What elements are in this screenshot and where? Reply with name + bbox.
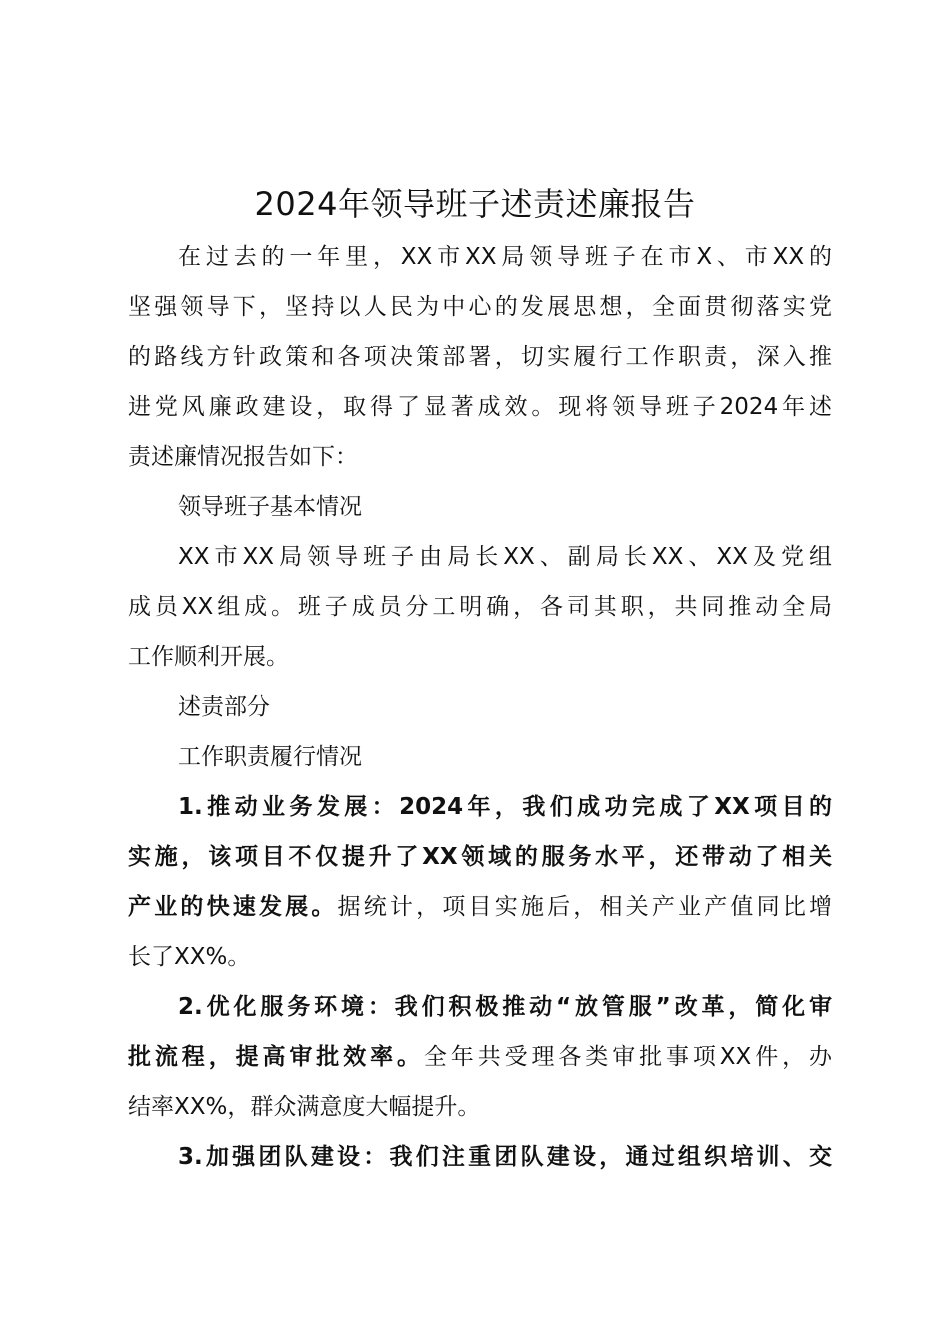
- text-run: 长了XX%。: [128, 944, 251, 970]
- text-line: [128, 482, 832, 532]
- text-run: 全年共受理各类审批事项XX件，办: [423, 1044, 833, 1070]
- text-run: 述责部分: [178, 694, 270, 720]
- text-line: [128, 582, 832, 632]
- text-line: [128, 882, 832, 932]
- text-line: [128, 932, 832, 982]
- text-run: 的路线方针政策和各项决策部署，切实履行工作职责，深入推: [128, 344, 832, 370]
- bold-text-run: 产业的快速发展。: [128, 894, 338, 920]
- bold-text-run: 实施，该项目不仅提升了XX领域的服务水平，还带动了相关: [128, 844, 832, 870]
- text-run: XX市XX局领导班子由局长XX、副局长XX、XX及党组: [178, 544, 832, 570]
- text-line: [128, 682, 832, 732]
- bold-text-run: 2.优化服务环境：我们积极推动“放管服”改革，简化审: [178, 994, 832, 1020]
- text-run: 工作职责履行情况: [178, 744, 362, 770]
- text-line: [128, 232, 832, 282]
- text-line: [128, 832, 832, 882]
- text-line: [128, 532, 832, 582]
- text-line: [128, 432, 832, 482]
- text-run: 坚强领导下，坚持以人民为中心的发展思想，全面贯彻落实党: [128, 294, 832, 320]
- text-line: [128, 382, 832, 432]
- text-run: 在过去的一年里，XX市XX局领导班子在市X、市XX的: [178, 244, 832, 270]
- text-run: 进党风廉政建设，取得了显著成效。现将领导班子2024年述: [128, 394, 832, 420]
- text-run: 成员XX组成。班子成员分工明确，各司其职，共同推动全局: [128, 594, 832, 620]
- bold-text-run: 3.加强团队建设：我们注重团队建设，通过组织培训、交: [178, 1144, 832, 1170]
- text-line: [128, 732, 832, 782]
- text-line: [128, 282, 832, 332]
- text-line: [128, 982, 832, 1032]
- text-run: 结率XX%，群众满意度大幅提升。: [128, 1094, 481, 1120]
- document-title: 2024年领导班子述责述廉报告: [254, 185, 696, 223]
- text-run: 责述廉情况报告如下：: [128, 444, 358, 470]
- text-run: 据统计，项目实施后，相关产业产值同比增: [337, 894, 833, 920]
- text-run: 工作顺利开展。: [128, 644, 289, 670]
- text-line: [128, 1082, 832, 1132]
- document-body: [128, 232, 832, 1182]
- text-line: [128, 1132, 832, 1182]
- text-line: [128, 332, 832, 382]
- bold-text-run: 1.推动业务发展：2024年，我们成功完成了XX项目的: [178, 794, 832, 820]
- text-line: [128, 632, 832, 682]
- text-run: 领导班子基本情况: [178, 494, 362, 520]
- text-line: [128, 782, 832, 832]
- bold-text-run: 批流程，提高审批效率。: [128, 1044, 424, 1070]
- text-line: [128, 1032, 832, 1082]
